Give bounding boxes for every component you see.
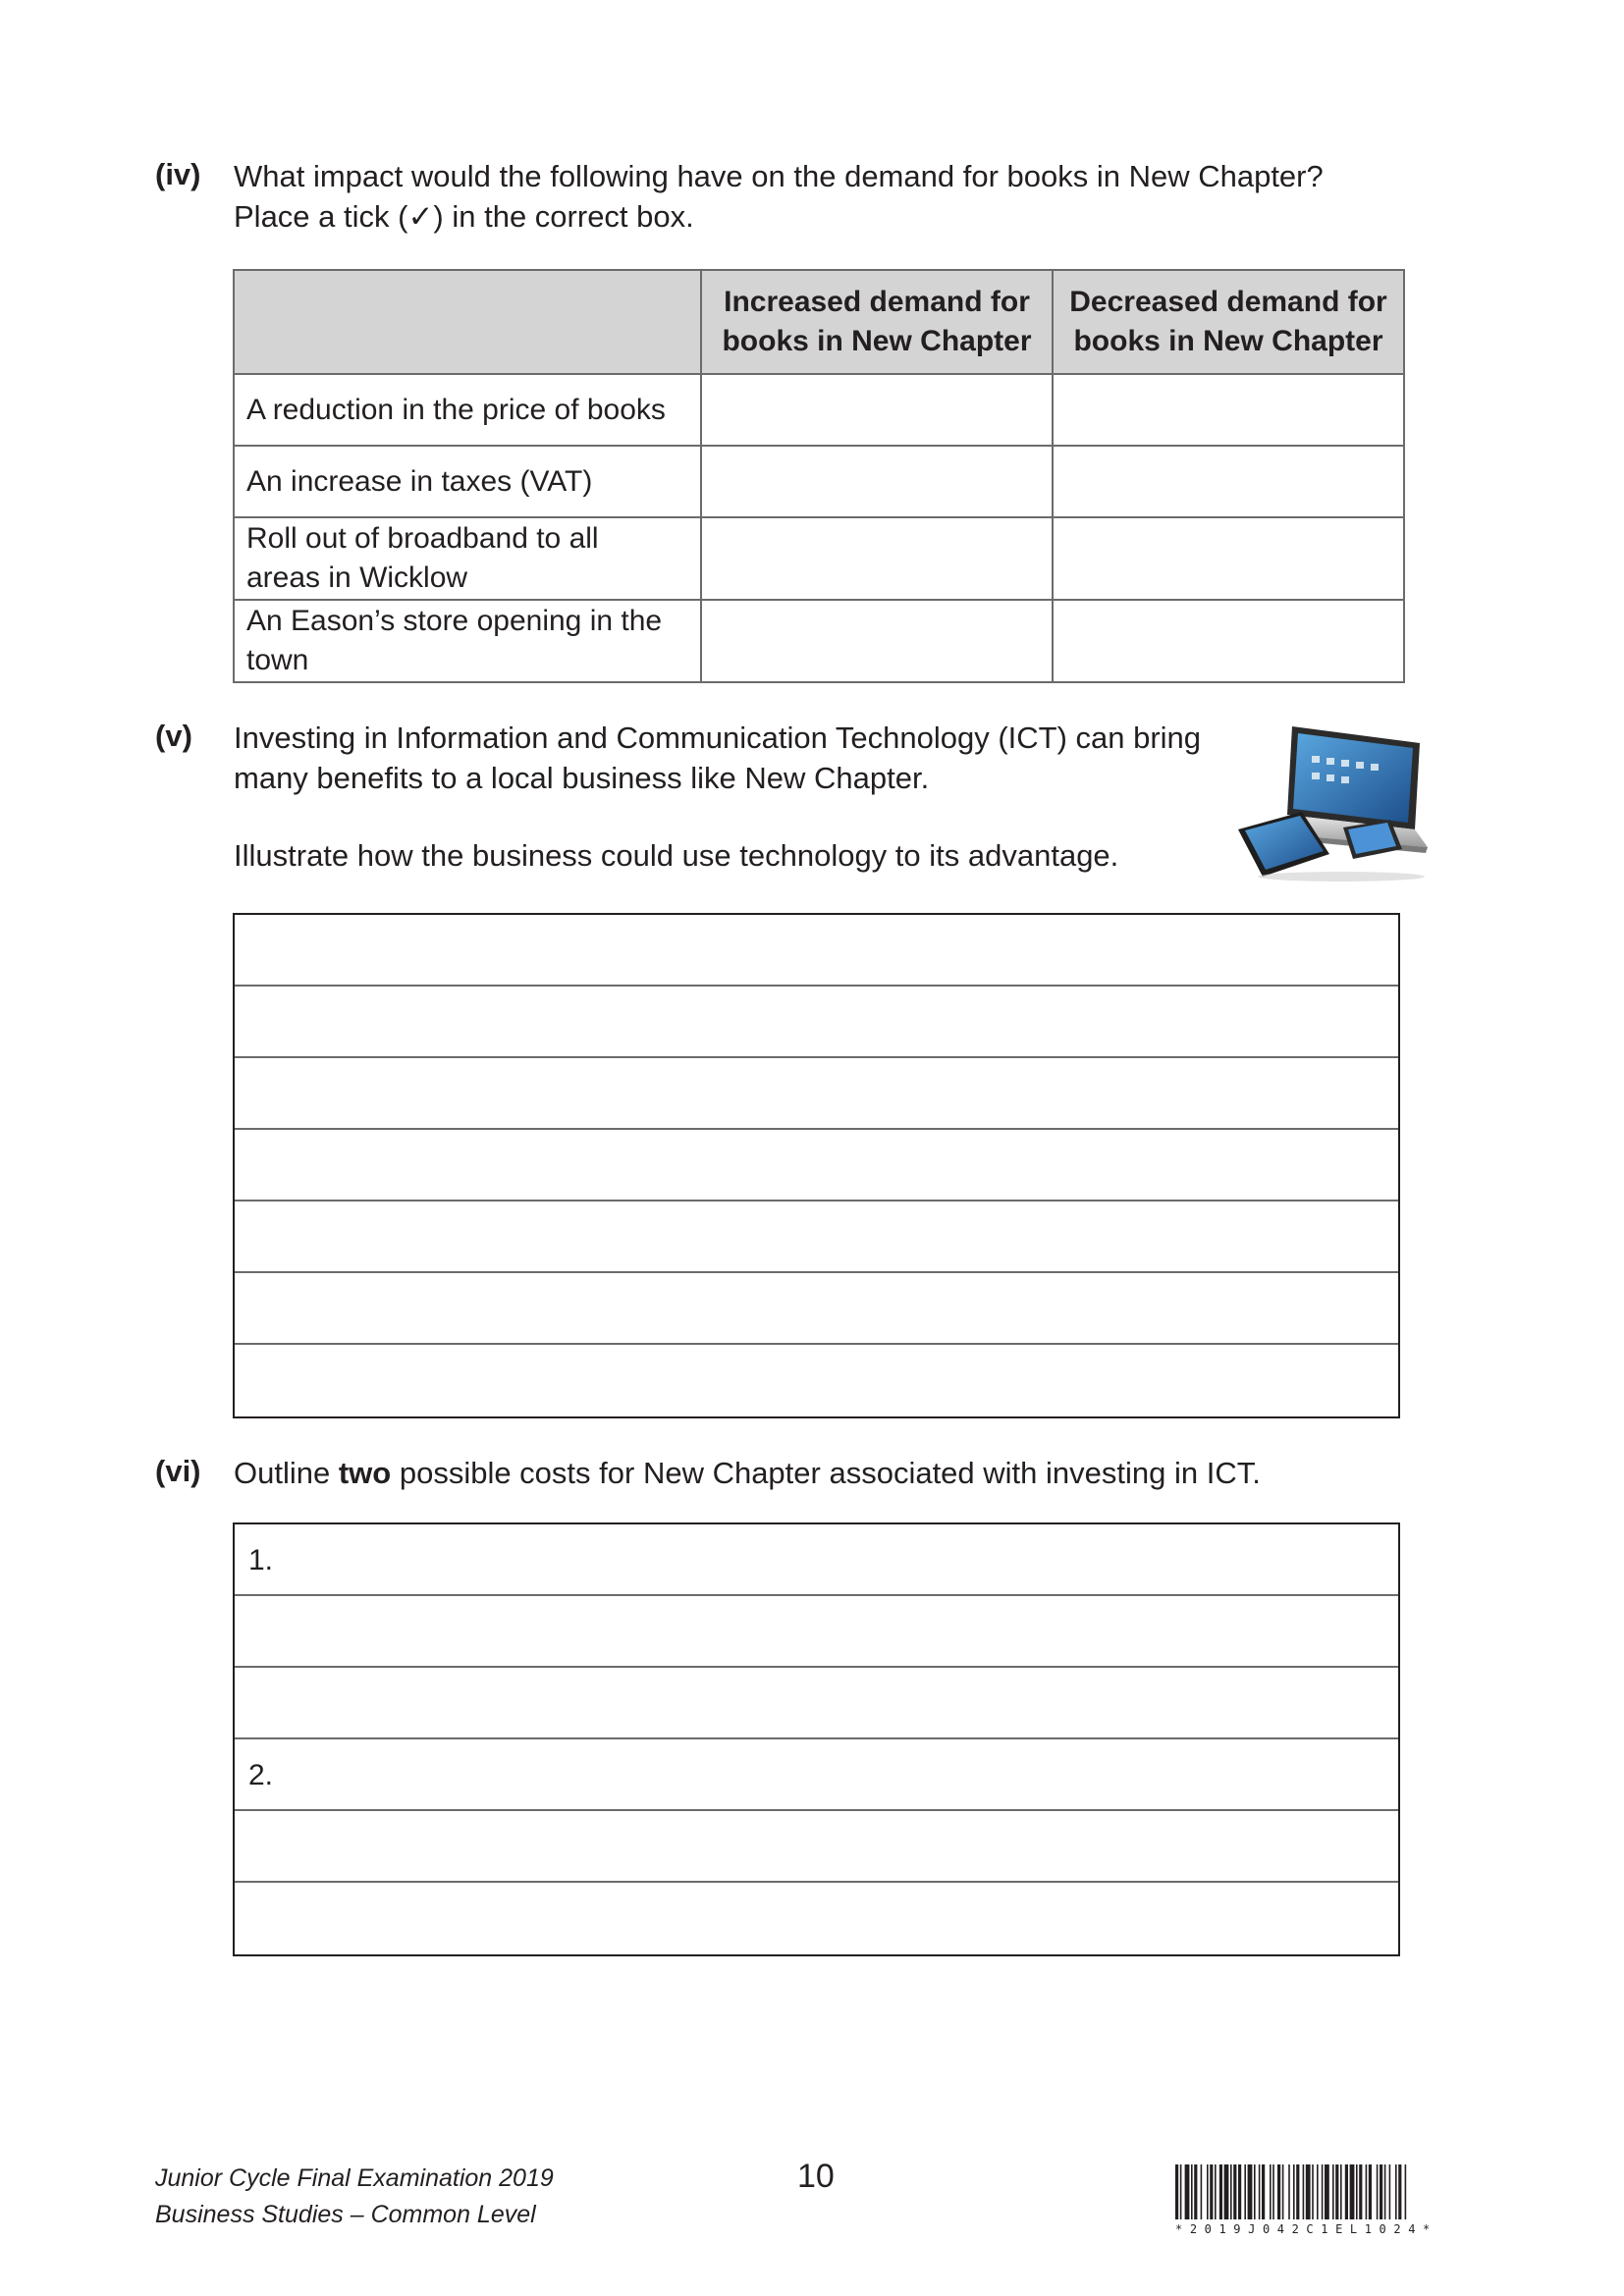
increased-tick-box[interactable] <box>701 517 1053 600</box>
row-label <box>234 600 701 682</box>
answer-line[interactable] <box>235 1130 1398 1201</box>
row-label-line1: An Eason’s store opening in the <box>246 605 663 637</box>
question-v-text <box>234 718 1201 876</box>
decreased-tick-box[interactable] <box>1053 517 1404 600</box>
header-blank-cell <box>234 270 701 374</box>
answer-line-item-2[interactable] <box>235 1739 1398 1811</box>
impact-table <box>233 269 1405 683</box>
row-label <box>234 446 701 517</box>
footer-subject: Business Studies – Common Level <box>155 2201 536 2228</box>
answer-line[interactable] <box>235 1596 1398 1668</box>
item-2-number: 2. <box>248 1759 274 1791</box>
question-vi-text <box>234 1453 1261 1493</box>
answer-box-vi <box>233 1522 1400 1956</box>
page-number: 10 <box>797 2158 835 2195</box>
answer-line[interactable] <box>235 987 1398 1058</box>
answer-box-v <box>233 913 1400 1418</box>
row-label-line1: An increase in taxes (VAT) <box>246 464 593 498</box>
answer-line[interactable] <box>235 915 1398 987</box>
question-iv-line2: Place a tick (✓) in the correct box. <box>234 199 694 234</box>
question-iv-text <box>234 156 1324 237</box>
row-label-line2: areas in Wicklow <box>246 561 468 594</box>
laptop-tablet-phone-image <box>1233 721 1430 883</box>
decreased-tick-box[interactable] <box>1053 600 1404 682</box>
question-v-line3: Illustrate how the business could use technology to its advantage. <box>234 838 1119 873</box>
table-row <box>234 374 1404 446</box>
table-header-row <box>234 270 1404 374</box>
row-label-line1: Roll out of broadband to all <box>246 522 599 555</box>
header-increased-line1: Increased demand for <box>724 286 1030 318</box>
barcode-text: *2019J042C1EL1024* <box>1175 2222 1437 2236</box>
header-decreased-line1: Decreased demand for <box>1069 286 1387 318</box>
row-label <box>234 374 701 446</box>
question-vi-line <box>234 1453 1261 1493</box>
answer-line[interactable] <box>235 1058 1398 1130</box>
row-label <box>234 517 701 600</box>
decreased-tick-box[interactable] <box>1053 374 1404 446</box>
table-row <box>234 517 1404 600</box>
header-increased-line2: books in New Chapter <box>722 325 1032 357</box>
question-v-line2: many benefits to a local business like New Chapter. <box>234 761 930 795</box>
row-label-line1: A reduction in the price of books <box>246 393 666 426</box>
answer-line-item-1[interactable] <box>235 1524 1398 1596</box>
barcode-image <box>1175 2164 1509 2224</box>
header-increased-demand <box>701 270 1053 374</box>
table-row <box>234 600 1404 682</box>
question-vi-emphasis: two <box>338 1456 392 1490</box>
item-1-number: 1. <box>248 1544 274 1576</box>
header-decreased-line2: books in New Chapter <box>1073 325 1383 357</box>
question-iv-label: (iv) <box>155 157 201 191</box>
question-v-line1: Investing in Information and Communication Technology (ICT) can bring <box>234 721 1202 755</box>
answer-line[interactable] <box>235 1345 1398 1416</box>
footer-exam-title: Junior Cycle Final Examination 2019 <box>155 2164 554 2192</box>
increased-tick-box[interactable] <box>701 374 1053 446</box>
answer-line[interactable] <box>235 1668 1398 1739</box>
answer-line[interactable] <box>235 1811 1398 1883</box>
question-v-label: (v) <box>155 719 192 753</box>
question-vi-text-before: Outline <box>234 1456 339 1490</box>
answer-line[interactable] <box>235 1201 1398 1273</box>
question-vi-label: (vi) <box>155 1454 201 1488</box>
row-label-line2: town <box>246 644 309 676</box>
answer-line[interactable] <box>235 1883 1398 1954</box>
increased-tick-box[interactable] <box>701 446 1053 517</box>
question-vi-text-after: possible costs for New Chapter associated with investing in ICT. <box>391 1456 1261 1490</box>
increased-tick-box[interactable] <box>701 600 1053 682</box>
answer-line[interactable] <box>235 1273 1398 1345</box>
decreased-tick-box[interactable] <box>1053 446 1404 517</box>
table-row <box>234 446 1404 517</box>
question-iv-line1: What impact would the following have on the demand for books in New Chapter? <box>234 159 1324 193</box>
header-decreased-demand <box>1053 270 1404 374</box>
